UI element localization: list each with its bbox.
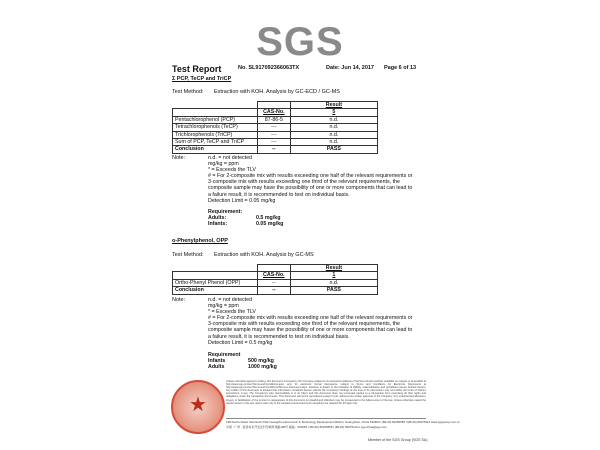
method-label: Test Method: <box>172 89 204 95</box>
report-number: No. SL917092366063TX <box>238 65 300 71</box>
row-cas: 87-86-5 <box>257 116 290 123</box>
footer-address-cn: 中国 · 广州 · 经济技术开发区科学城科珠路198号 邮编：510663 t (86-20) 82155555 f (86-20) 82075113 e sgs.china@sgs.com <box>226 425 387 429</box>
section1-title: Σ PCP, TeCP and TriCP <box>172 76 232 82</box>
section2-method <box>172 252 314 258</box>
section1-method <box>172 89 340 95</box>
row-name: Trichlorophenols (TriCP) <box>173 131 258 138</box>
conclusion-cas: -- <box>257 287 290 294</box>
conclusion-result: PASS <box>290 287 377 294</box>
method-value: Extraction with KOH. Analysis by GC-MS <box>214 252 314 258</box>
section2-note-label: Note: <box>172 297 186 303</box>
note-line: * = Exceeds the TLV <box>208 167 256 174</box>
table-row <box>173 116 378 123</box>
conclusion-label: Conclusion <box>173 287 258 294</box>
report-title: Test Report <box>172 64 222 74</box>
note-line: n.d. = not detected <box>208 155 253 161</box>
footer-divider <box>226 418 426 419</box>
row-result: n.d. <box>290 279 377 286</box>
section2-notes <box>208 297 413 370</box>
row-result: n.d. <box>290 131 377 138</box>
row-result: n.d. <box>290 124 377 131</box>
section2-results-table <box>172 264 378 295</box>
row-name: Tetrachlorophenols (TeCP) <box>173 124 258 131</box>
note-line: mg/kg = ppm <box>208 161 239 168</box>
requirement-row: Infants 500 mg/kg <box>208 357 274 364</box>
footer-address-en: 198 Kezhu Road, Scientech Park Guangzhou Economic & Technology Development District, Guangzhou, China 510663 t (86-20) 82155555 f (86-20) 82075113 www.sgsgroup.com.cn <box>226 420 460 424</box>
method-value: Extraction with KOH. Analysis by GC-ECD / GC-MS <box>214 89 340 95</box>
table-row <box>173 124 378 131</box>
requirement-title: Requirement <box>208 351 241 358</box>
section2-title: o-Phenylphenol, OPP <box>172 238 228 244</box>
row-result: n.d. <box>290 139 377 146</box>
row-cas: -- <box>257 279 290 286</box>
row-name: Pentachlorophenol (PCP) <box>173 116 258 123</box>
section1-notes <box>208 155 413 227</box>
note-line: mg/kg = ppm <box>208 303 239 310</box>
conclusion-label: Conclusion <box>173 146 258 153</box>
requirement-title: Requirement: <box>208 208 243 215</box>
conclusion-cas: -- <box>257 146 290 153</box>
section1-note-label: Note: <box>172 155 186 161</box>
section1-results-table <box>172 101 378 154</box>
table-header-row <box>173 102 378 109</box>
row-cas: --- <box>257 139 290 146</box>
result-header: Result <box>290 102 377 109</box>
row-name: Sum of PCP, TeCP and TriCP <box>173 139 258 146</box>
row-cas: --- <box>257 131 290 138</box>
footer-disclaimer: Unless otherwise agreed in writing, this document is issued by the Company subject to its General Conditions of Service printed overleaf, available on request or accessible at http://www.sgs.com/en/Terms-and-Conditions.aspx and, for electronic format documents, subject to Terms and Conditions for Electronic Documents at http://www.sgs.com/en/Terms-and-Conditions/Terms-e-Document.aspx. Attention is drawn to the limitation of liability, indemnification and jurisdiction issues defined therein. Any holder of this document is advised that information contained hereon reflects the Company's findings at the time of its intervention only and within the limits of Client's instructions, if any. The Company's sole responsibility is to its Client and this document does not exonerate parties to a transaction from exercising all their rights and obligations under the transaction documents. This document cannot be reproduced except in full, without prior written approval of the Company. Any unauthorized alteration, forgery or falsification of the content or appearance of this document is unlawful and offenders may be prosecuted to the fullest extent of the law. Unless otherwise stated the results shown in this test report refer only to the sample(s) tested and such sample(s) are retained for 30 days only. <box>226 380 426 405</box>
star-icon: ★ <box>189 394 207 416</box>
table-row <box>173 131 378 138</box>
cas-header: CAS-No. <box>257 109 290 116</box>
page-indicator: Page 6 of 13 <box>384 65 417 71</box>
row-result: n.d. <box>290 116 377 123</box>
requirement-row: Adults: 0.5 mg/kg <box>208 214 281 221</box>
table-subheader-row <box>173 272 378 279</box>
report-date: Date: Jun 14, 2017 <box>326 65 374 71</box>
official-seal-icon <box>171 380 225 434</box>
table-row <box>173 279 378 286</box>
conclusion-row <box>173 287 378 294</box>
table-subheader-row <box>173 109 378 116</box>
cas-header: CAS-No. <box>257 272 290 279</box>
method-label: Test Method: <box>172 252 204 258</box>
row-name: Ortho-Phenyl Phenol (OPP) <box>173 279 258 286</box>
conclusion-result: PASS <box>290 146 377 153</box>
note-line: Detection Limit = 0.5 mg/kg <box>208 339 273 346</box>
requirement-row: Infants: 0.05 mg/kg <box>208 220 284 227</box>
requirement-row: Adults 1000 mg/kg <box>208 363 277 370</box>
footer-member: Member of the SGS Group (SGS SA) <box>368 438 428 442</box>
sgs-logo: SGS <box>256 20 344 64</box>
note-line: # = For 2-composite mix with results exceeding one half of the relevant requirements or 3-composite mix with results exceeding one third of the relevant requirements, the composite sample may have the possibility of one or more components that can lead to a failure result, it is recommended to test on individual basis. <box>208 173 413 198</box>
result-column-label: 5 <box>290 109 377 116</box>
note-line: * = Exceeds the TLV <box>208 309 256 316</box>
note-line: n.d. = not detected <box>208 297 253 303</box>
result-column-label: 1 <box>290 272 377 279</box>
conclusion-row <box>173 146 378 153</box>
note-line: # = For 2-composite mix with results exceeding one half of the relevant requirements or 3-composite mix with results exceeding one third of the relevant requirements, the composite sample may have the possibility of one or more components that can lead to a failure result, it is recommended to test on individual basis. <box>208 315 413 340</box>
note-line: Detection Limit = 0.05 mg/kg <box>208 197 276 204</box>
table-row <box>173 139 378 146</box>
table-header-row <box>173 265 378 272</box>
row-cas: --- <box>257 124 290 131</box>
result-header: Result <box>290 265 377 272</box>
